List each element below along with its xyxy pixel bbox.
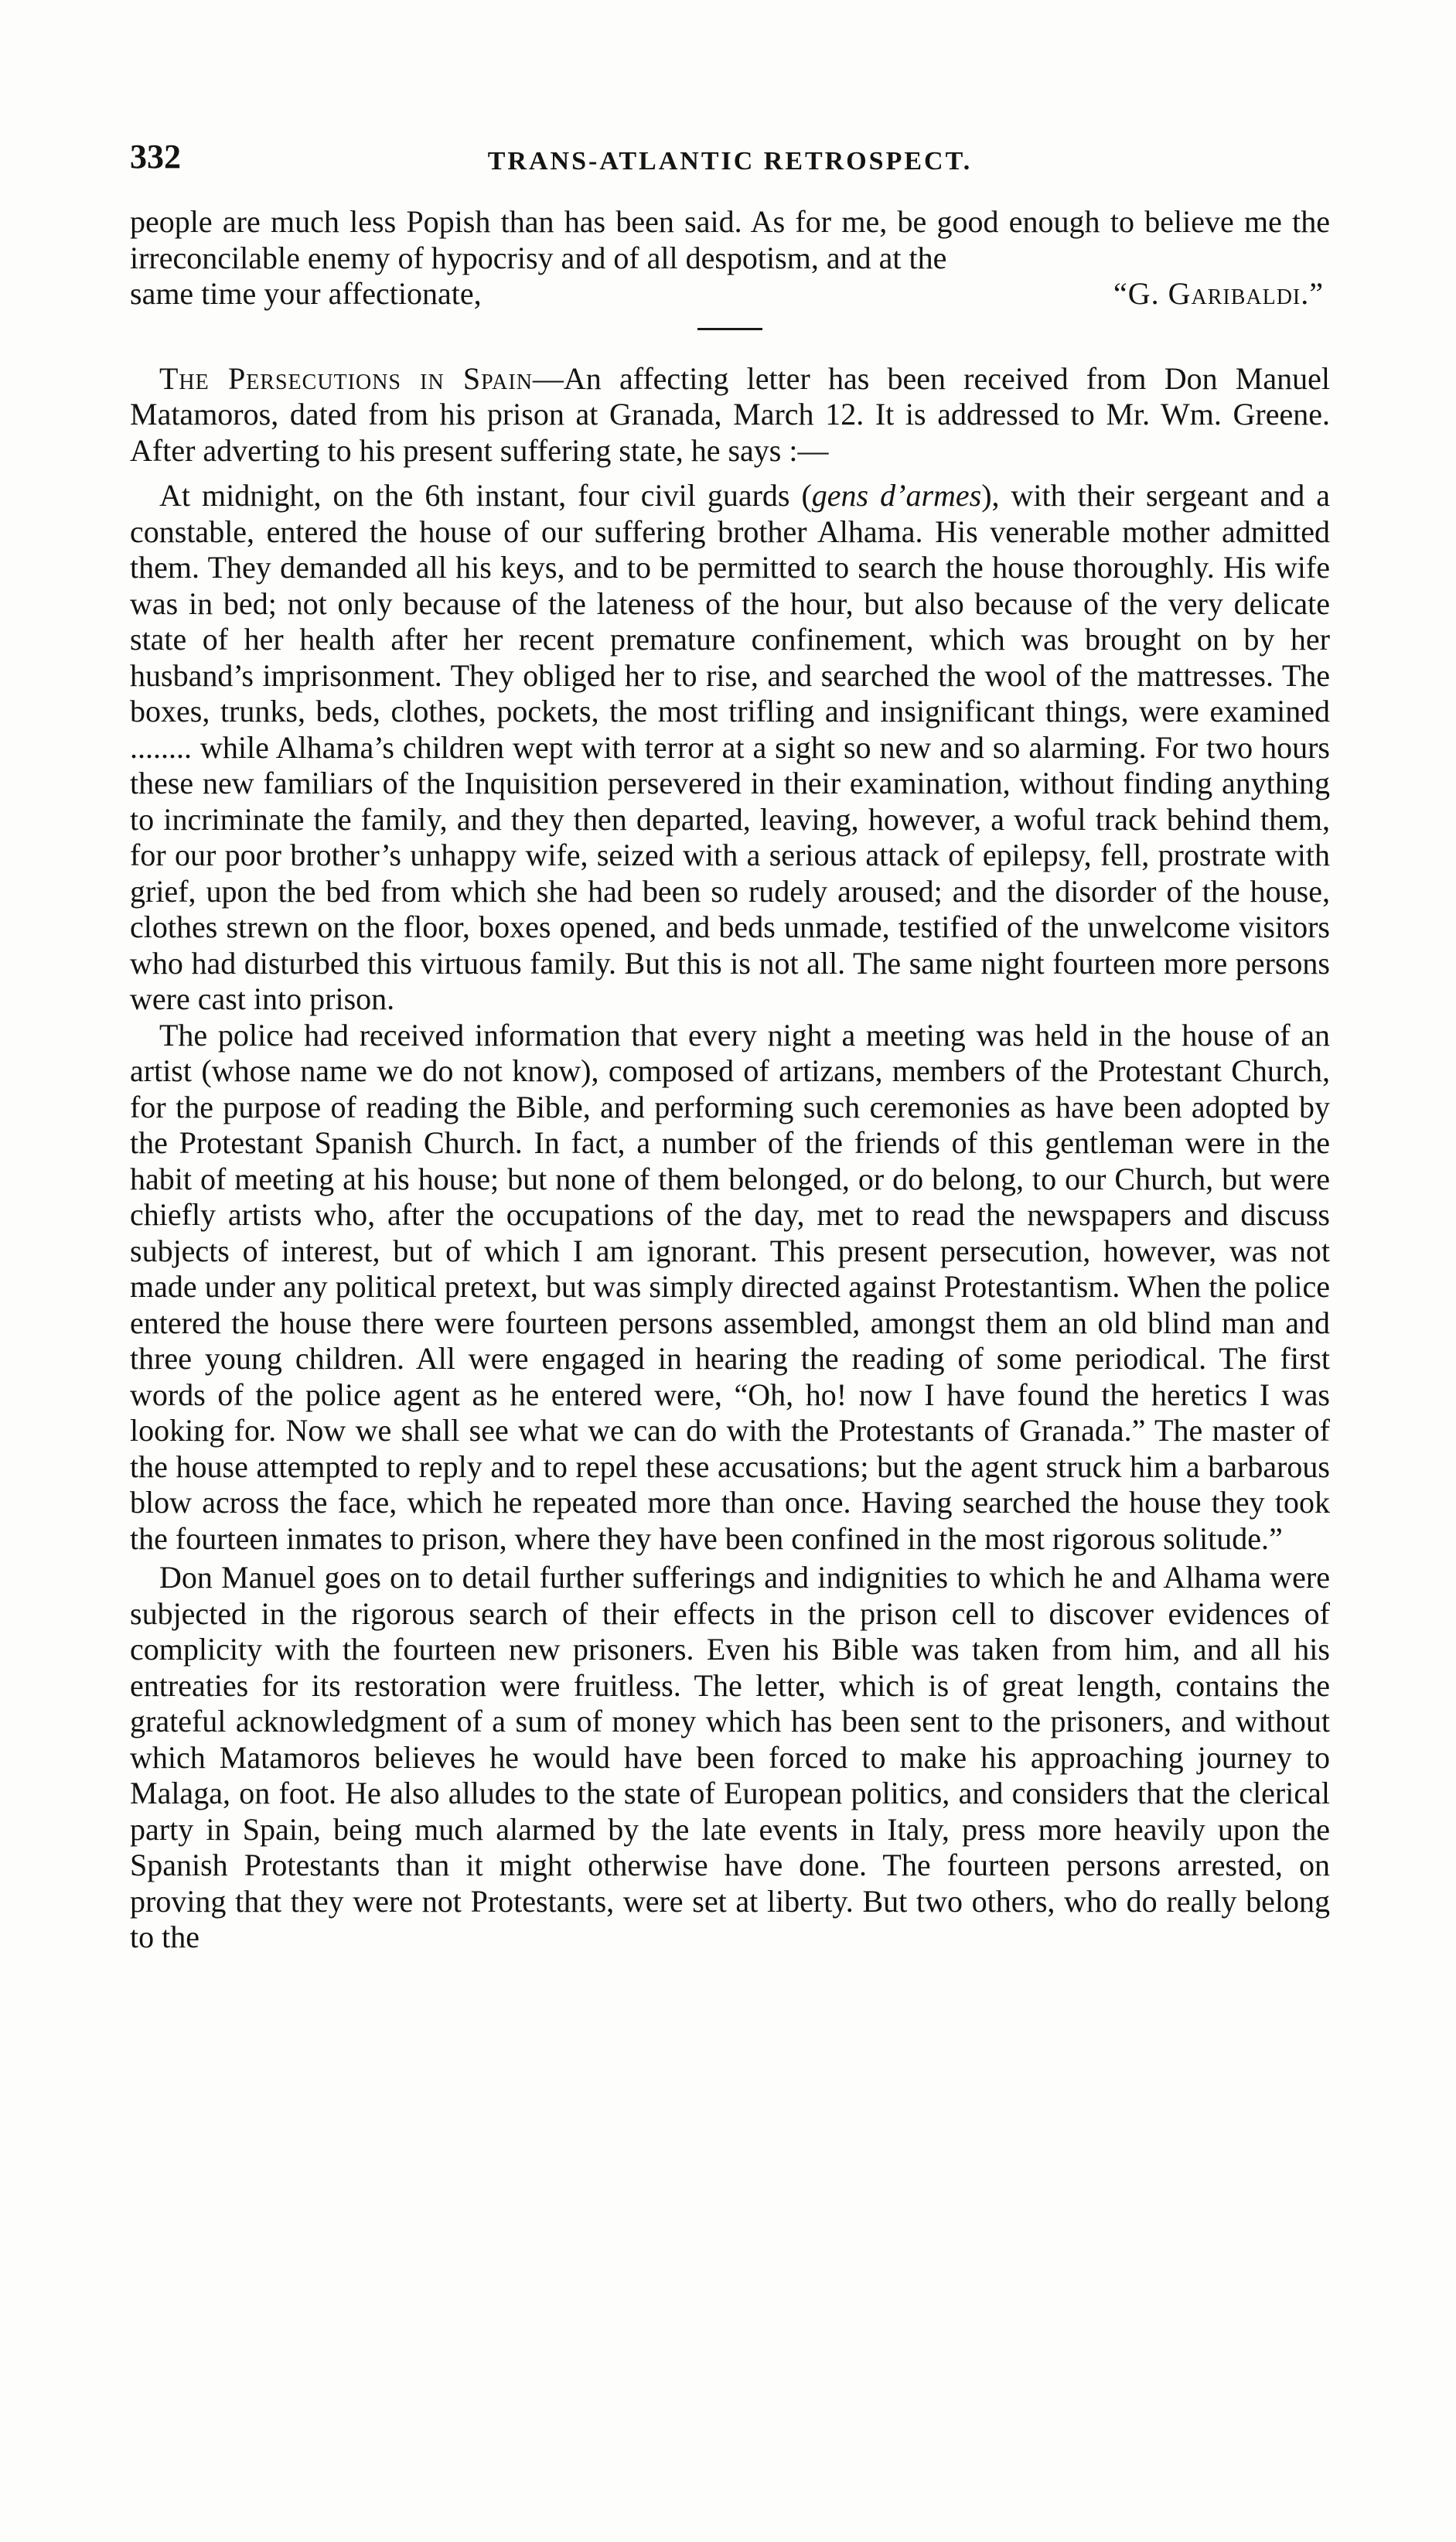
book-page <box>130 139 1330 1956</box>
heading-dash: — <box>532 360 564 396</box>
garibaldi-letter-end: people are much less Popish than has been said. As for me, be good enough to believe me the irreconcilable enemy of hypocrisy and of all despotism, and at the <box>130 204 1330 275</box>
running-header <box>130 139 1330 186</box>
running-title: TRANS-ATLANTIC RETROSPECT. <box>487 147 973 176</box>
letter-p1-rest: ), with their sergeant and a constable, entered the house of our suffering brother Alhama. His venerable mother admitted them. They demanded all his keys, and to be permitted to search the house thoroughly. His wife was in bed; not only because of the lateness of the hour, but also because of the very delicate state of her health after her recent premature confinement, which was brought on by her husband’s imprisonment. They obliged her to rise, and searched the wool of the mattresses. The boxes, trunks, beds, clothes, pockets, the most trifling and insignificant things, were examined ........ while Alhama’s children wept with terror at a sight so new and so alarming. For two hours these new familiars of the Inquisition persevered in their examination, without finding anything to incriminate the family, and they then departed, leaving, however, a woful track behind them, for our poor brother’s unhappy wife, seized with a serious attack of epilepsy, fell, prostrate with grief, upon the bed from which she had been so rudely aroused; and the disorder of the house, clothes strewn on the floor, boxes opened, and beds unmade, testified of the unwelcome visitors who had disturbed this virtuous family. But this is not all. The same night fourteen more persons were cast into prison. <box>130 478 1330 1016</box>
section-intro-text: An affecting letter has been received from Don Manuel Matamoros, dated from his prison at Granada, March 12. It is addressed to Mr. Wm. Greene. After adverting to his present suffering state, he says :— <box>130 360 1330 468</box>
letter-p1-italic: gens d’armes <box>811 478 982 513</box>
garibaldi-signoff <box>130 276 1330 312</box>
letter-p1-start: At midnight, on the 6th instant, four civil guards ( <box>159 478 812 513</box>
section-heading: The Persecutions in Spain <box>159 360 533 396</box>
signoff-closing: same time your affectionate, <box>130 276 482 311</box>
section-intro <box>130 361 1330 469</box>
page-number: 332 <box>130 138 181 176</box>
section-divider <box>697 328 762 330</box>
letter-paragraph-1 <box>130 478 1330 1018</box>
letter-paragraph-2: The police had received information that every night a meeting was held in the house of an artist (whose name we do not know), composed of artizans, members of the Protestant Church, for the purpose of reading the Bible, and performing such ceremonies as have been adopted by the Protestant Spanish Church. In fact, a number of the friends of this gentleman were in the habit of meeting at his house; but none of them belonged, or do belong, to our Church, but were chiefly artists who, after the occupations of the day, met to read the newspapers and discuss subjects of interest, but of which I am ignorant. This present persecution, however, was not made under any political pretext, but was simply directed against Protestantism. When the police entered the house there were fourteen persons assembled, amongst them an old blind man and three young children. All were engaged in hearing the reading of some periodical. The first words of the police agent as he entered were, “Oh, ho! now I have found the heretics I was looking for. Now we shall see what we can do with the Protestants of Granada.” The master of the house attempted to reply and to repel these accusations; but the agent struck him a barbarous blow across the face, which he repeated more than once. Having searched the house they took the fourteen inmates to prison, where they have been confined in the most rigorous solitude.” <box>130 1017 1330 1556</box>
closing-paragraph: Don Manuel goes on to detail further sufferings and indignities to which he and Alhama were subjected in the rigorous search of their effects in the prison cell to discover evidences of complicity with the fourteen new prisoners. Even his Bible was taken from him, and all his entreaties for its restoration were fruitless. The letter, which is of great length, contains the grateful acknowledgment of a sum of money which has been sent to the prisoners, and without which Matamoros believes he would have been forced to make his approaching journey to Malaga, on foot. He also alludes to the state of European politics, and considers that the clerical party in Spain, being much alarmed by the late events in Italy, press more heavily upon the Spanish Protestants than it might otherwise have done. The fourteen persons arrested, on proving that they were not Protestants, were set at liberty. But two others, who do really belong to the <box>130 1560 1330 1954</box>
quoted-letter <box>130 478 1330 1557</box>
signoff-signature: “G. Garibaldi.” <box>1113 276 1324 311</box>
